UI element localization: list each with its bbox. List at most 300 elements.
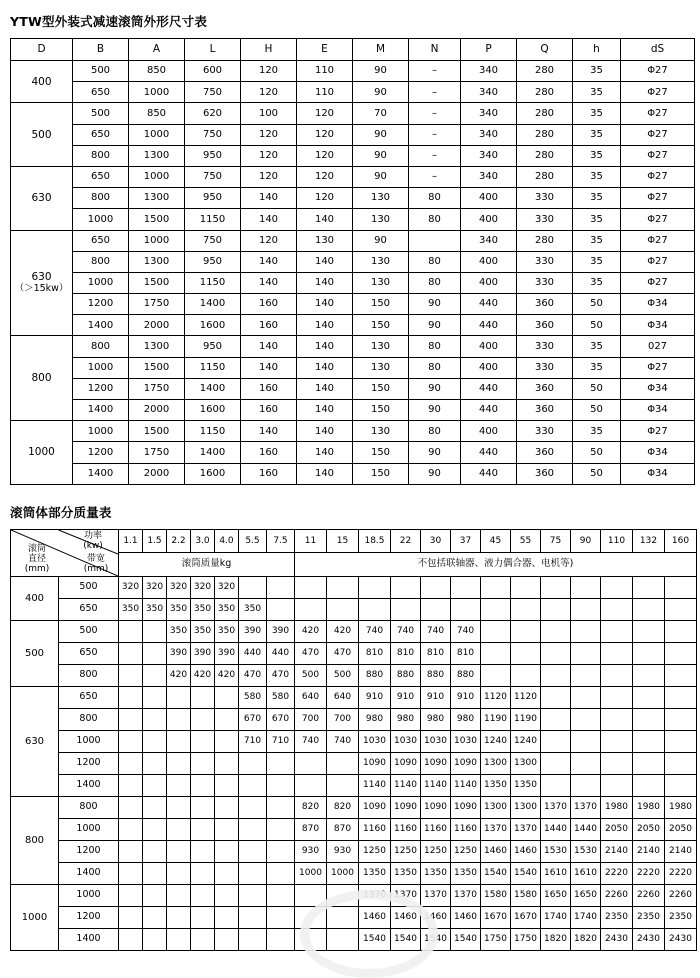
dimension-cell: Φ27 bbox=[621, 103, 695, 124]
dimension-cell: 400 bbox=[461, 357, 517, 378]
mass-cell bbox=[481, 642, 511, 664]
mass-group-diameter: 500 bbox=[11, 620, 59, 686]
mass-cell bbox=[119, 928, 143, 950]
mass-cell bbox=[327, 576, 359, 598]
table-row bbox=[11, 188, 695, 209]
dimension-header-ds: dS bbox=[621, 39, 695, 61]
table-row bbox=[11, 336, 695, 357]
mass-cell bbox=[143, 664, 167, 686]
dimension-cell: 50 bbox=[573, 400, 621, 421]
dimension-cell bbox=[409, 230, 461, 251]
dimension-cell: 1300 bbox=[129, 188, 185, 209]
mass-cell bbox=[571, 642, 601, 664]
mass-cell: 700 bbox=[295, 708, 327, 730]
dimension-cell: 140 bbox=[297, 209, 353, 230]
table-row bbox=[11, 862, 697, 884]
mass-cell: 320 bbox=[191, 576, 215, 598]
table-row bbox=[11, 442, 695, 463]
table-row bbox=[11, 400, 695, 421]
table-row bbox=[11, 145, 695, 166]
dimension-cell: 280 bbox=[517, 230, 573, 251]
mass-cell: 930 bbox=[295, 840, 327, 862]
mass-cell: 2050 bbox=[665, 818, 697, 840]
mass-cell: 1350 bbox=[359, 862, 391, 884]
dimension-cell: 120 bbox=[241, 82, 297, 103]
mass-cell: 1980 bbox=[665, 796, 697, 818]
mass-cell bbox=[571, 598, 601, 620]
dimension-cell: 80 bbox=[409, 421, 461, 442]
dimension-cell: 35 bbox=[573, 82, 621, 103]
mass-cell: 1820 bbox=[541, 928, 571, 950]
power-header-30: 30 bbox=[421, 529, 451, 553]
mass-cell bbox=[391, 576, 421, 598]
dimension-cell: 330 bbox=[517, 336, 573, 357]
mass-cell bbox=[167, 752, 191, 774]
dimension-cell: 140 bbox=[297, 463, 353, 484]
dimension-cell: 150 bbox=[353, 378, 409, 399]
dimension-cell: 90 bbox=[409, 315, 461, 336]
dimension-cell: 160 bbox=[241, 294, 297, 315]
dimension-cell: 90 bbox=[353, 145, 409, 166]
mass-cell: 1090 bbox=[421, 796, 451, 818]
mass-cell: 420 bbox=[191, 664, 215, 686]
mass-cell: 2430 bbox=[665, 928, 697, 950]
dimension-cell: 650 bbox=[73, 230, 129, 251]
mass-belt-width: 1400 bbox=[59, 862, 119, 884]
mass-cell: 910 bbox=[391, 686, 421, 708]
mass-cell bbox=[541, 598, 571, 620]
dimension-cell: 340 bbox=[461, 61, 517, 82]
mass-cell bbox=[601, 598, 633, 620]
mass-belt-width: 650 bbox=[59, 598, 119, 620]
mass-cell bbox=[143, 796, 167, 818]
mass-cell bbox=[239, 818, 267, 840]
mass-cell bbox=[633, 642, 665, 664]
mass-belt-width: 800 bbox=[59, 664, 119, 686]
mass-cell: 1350 bbox=[511, 774, 541, 796]
dimension-cell: 150 bbox=[353, 463, 409, 484]
dimension-cell: – bbox=[409, 82, 461, 103]
mass-cell bbox=[239, 840, 267, 862]
mass-cell bbox=[143, 774, 167, 796]
mass-cell: 980 bbox=[421, 708, 451, 730]
mass-cell: 500 bbox=[327, 664, 359, 686]
dimension-cell: 360 bbox=[517, 442, 573, 463]
mass-cell: 350 bbox=[191, 620, 215, 642]
mass-cell: 420 bbox=[167, 664, 191, 686]
dimension-cell: 1400 bbox=[73, 400, 129, 421]
mass-cell bbox=[421, 576, 451, 598]
mass-cell bbox=[119, 906, 143, 928]
mass-cell bbox=[295, 576, 327, 598]
mass-belt-width: 500 bbox=[59, 620, 119, 642]
dimension-cell: 440 bbox=[461, 378, 517, 399]
dimension-cell: – bbox=[409, 145, 461, 166]
mass-cell bbox=[541, 664, 571, 686]
mass-cell: 350 bbox=[143, 598, 167, 620]
mass-cell bbox=[601, 774, 633, 796]
mass-cell: 1160 bbox=[391, 818, 421, 840]
mass-cell bbox=[119, 840, 143, 862]
mass-cell: 2220 bbox=[601, 862, 633, 884]
mass-cell: 1300 bbox=[481, 752, 511, 774]
dimension-table bbox=[10, 38, 695, 485]
dimension-cell: – bbox=[409, 103, 461, 124]
mass-cell bbox=[191, 774, 215, 796]
mass-cell: 350 bbox=[191, 598, 215, 620]
mass-cell bbox=[143, 840, 167, 862]
mass-belt-width: 1200 bbox=[59, 752, 119, 774]
mass-cell: 1740 bbox=[571, 906, 601, 928]
mass-cell bbox=[601, 642, 633, 664]
dimension-cell: 440 bbox=[461, 463, 517, 484]
dimension-cell: 160 bbox=[241, 378, 297, 399]
dimension-cell: 1000 bbox=[129, 230, 185, 251]
mass-cell: 1670 bbox=[511, 906, 541, 928]
dimension-cell: 360 bbox=[517, 315, 573, 336]
dimension-cell: Φ27 bbox=[621, 251, 695, 272]
mass-cell: 740 bbox=[327, 730, 359, 752]
mass-belt-width: 800 bbox=[59, 796, 119, 818]
mass-cell bbox=[239, 752, 267, 774]
power-header-1.1: 1.1 bbox=[119, 529, 143, 553]
mass-cell: 1160 bbox=[359, 818, 391, 840]
mass-cell: 640 bbox=[327, 686, 359, 708]
mass-cell: 1250 bbox=[359, 840, 391, 862]
dimension-cell: 330 bbox=[517, 188, 573, 209]
table-row bbox=[11, 103, 695, 124]
power-header-45: 45 bbox=[481, 529, 511, 553]
mass-cell bbox=[143, 928, 167, 950]
mass-cell: 2430 bbox=[633, 928, 665, 950]
mass-cell: 1140 bbox=[391, 774, 421, 796]
mass-cell bbox=[267, 818, 295, 840]
mass-cell: 1530 bbox=[571, 840, 601, 862]
mass-cell: 1610 bbox=[571, 862, 601, 884]
dimension-cell: 140 bbox=[241, 421, 297, 442]
table-row bbox=[11, 315, 695, 336]
dimension-cell: 130 bbox=[353, 357, 409, 378]
dimension-cell: 340 bbox=[461, 82, 517, 103]
mass-cell: 1140 bbox=[451, 774, 481, 796]
mass-cell: 2260 bbox=[601, 884, 633, 906]
mass-cell: 1160 bbox=[421, 818, 451, 840]
mass-cell: 1440 bbox=[571, 818, 601, 840]
mass-group-diameter: 630 bbox=[11, 686, 59, 796]
mass-cell: 880 bbox=[451, 664, 481, 686]
dimension-cell: 1200 bbox=[73, 378, 129, 399]
dimension-cell: 340 bbox=[461, 230, 517, 251]
dimension-cell: 330 bbox=[517, 251, 573, 272]
dimension-group-d: 1000 bbox=[11, 421, 73, 485]
mass-cell: 320 bbox=[215, 576, 239, 598]
dimension-cell: 130 bbox=[353, 251, 409, 272]
mass-cell: 1030 bbox=[421, 730, 451, 752]
mass-table-title: 滚筒体部分质量表 bbox=[10, 504, 112, 520]
mass-cell bbox=[143, 708, 167, 730]
dimension-cell: 440 bbox=[461, 315, 517, 336]
dimension-cell: 950 bbox=[185, 145, 241, 166]
mass-cell bbox=[143, 686, 167, 708]
mass-cell bbox=[143, 620, 167, 642]
mass-cell: 810 bbox=[391, 642, 421, 664]
dimension-cell: 1500 bbox=[129, 421, 185, 442]
mass-belt-width: 650 bbox=[59, 642, 119, 664]
mass-cell: 980 bbox=[451, 708, 481, 730]
dimension-cell: 1000 bbox=[73, 421, 129, 442]
dimension-group-d: 630 bbox=[11, 166, 73, 230]
mass-cell: 1000 bbox=[327, 862, 359, 884]
dimension-cell: 1400 bbox=[185, 294, 241, 315]
dimension-cell: 120 bbox=[297, 188, 353, 209]
mass-cell bbox=[481, 598, 511, 620]
power-header-37: 37 bbox=[451, 529, 481, 553]
dimension-cell: 110 bbox=[297, 61, 353, 82]
dimension-cell: 1400 bbox=[73, 315, 129, 336]
mass-cell bbox=[191, 752, 215, 774]
dimension-cell: 50 bbox=[573, 463, 621, 484]
mass-cell: 1820 bbox=[571, 928, 601, 950]
mass-cell: 350 bbox=[215, 620, 239, 642]
mass-cell: 2220 bbox=[633, 862, 665, 884]
mass-cell: 420 bbox=[295, 620, 327, 642]
mass-cell: 1540 bbox=[359, 928, 391, 950]
dimension-cell: 950 bbox=[185, 336, 241, 357]
table-row bbox=[11, 61, 695, 82]
dimension-cell: 140 bbox=[241, 336, 297, 357]
mass-cell: 2220 bbox=[665, 862, 697, 884]
mass-cell: 500 bbox=[295, 664, 327, 686]
mass-cell: 1750 bbox=[511, 928, 541, 950]
mass-cell: 1120 bbox=[481, 686, 511, 708]
dimension-cell: 130 bbox=[297, 230, 353, 251]
dimension-cell: 1400 bbox=[73, 463, 129, 484]
dimension-cell: 130 bbox=[353, 188, 409, 209]
dimension-cell: 400 bbox=[461, 272, 517, 293]
mass-cell: 740 bbox=[359, 620, 391, 642]
mass-cell bbox=[481, 620, 511, 642]
mass-cell bbox=[359, 598, 391, 620]
dimension-cell: 1150 bbox=[185, 209, 241, 230]
mass-cell: 1370 bbox=[391, 884, 421, 906]
mass-cell: 740 bbox=[295, 730, 327, 752]
mass-cell bbox=[571, 576, 601, 598]
mass-cell bbox=[215, 686, 239, 708]
mass-cell bbox=[571, 664, 601, 686]
mass-cell: 1000 bbox=[295, 862, 327, 884]
dimension-cell: Φ27 bbox=[621, 124, 695, 145]
mass-cell bbox=[633, 620, 665, 642]
dimension-group-d: 630 （＞15kw） bbox=[11, 230, 73, 336]
mass-cell bbox=[665, 774, 697, 796]
mass-cell: 350 bbox=[239, 598, 267, 620]
mass-cell: 470 bbox=[267, 664, 295, 686]
mass-cell: 1090 bbox=[359, 796, 391, 818]
mass-cell bbox=[119, 752, 143, 774]
mass-cell: 1980 bbox=[601, 796, 633, 818]
dimension-header-h: h bbox=[573, 39, 621, 61]
mass-cell bbox=[541, 730, 571, 752]
mass-cell: 320 bbox=[143, 576, 167, 598]
mass-cell bbox=[167, 708, 191, 730]
mass-cell bbox=[167, 730, 191, 752]
dimension-cell: 1300 bbox=[129, 251, 185, 272]
mass-span-label-right: 不包括联轴器、液力偶合器、电机等) bbox=[295, 553, 697, 577]
dimension-cell: 850 bbox=[129, 103, 185, 124]
dimension-cell: 130 bbox=[353, 421, 409, 442]
dimension-header-a: A bbox=[129, 39, 185, 61]
mass-cell: 810 bbox=[421, 642, 451, 664]
power-header-3.0: 3.0 bbox=[191, 529, 215, 553]
mass-cell bbox=[421, 598, 451, 620]
dimension-cell: 160 bbox=[241, 463, 297, 484]
mass-cell bbox=[167, 928, 191, 950]
mass-cell: 1240 bbox=[511, 730, 541, 752]
mass-cell: 1300 bbox=[481, 796, 511, 818]
table-row bbox=[11, 357, 695, 378]
dimension-cell: 1300 bbox=[129, 145, 185, 166]
dimension-cell: 1400 bbox=[185, 378, 241, 399]
dimension-cell: 340 bbox=[461, 145, 517, 166]
dimension-cell: 650 bbox=[73, 166, 129, 187]
mass-cell bbox=[215, 730, 239, 752]
mass-cell: 910 bbox=[359, 686, 391, 708]
mass-cell: 740 bbox=[451, 620, 481, 642]
mass-cell bbox=[511, 642, 541, 664]
dimension-cell: 80 bbox=[409, 357, 461, 378]
mass-cell: 1610 bbox=[541, 862, 571, 884]
table-row bbox=[11, 598, 697, 620]
dimension-cell: 50 bbox=[573, 294, 621, 315]
dimension-cell: 35 bbox=[573, 336, 621, 357]
mass-cell bbox=[143, 752, 167, 774]
mass-cell: 1300 bbox=[511, 796, 541, 818]
mass-cell: 1650 bbox=[541, 884, 571, 906]
dimension-header-p: P bbox=[461, 39, 517, 61]
mass-cell: 350 bbox=[215, 598, 239, 620]
table-row bbox=[11, 752, 697, 774]
mass-cell: 1460 bbox=[511, 840, 541, 862]
mass-cell: 1140 bbox=[421, 774, 451, 796]
dimension-cell: 1000 bbox=[129, 82, 185, 103]
mass-cell bbox=[143, 818, 167, 840]
dimension-header-l: L bbox=[185, 39, 241, 61]
mass-cell bbox=[511, 620, 541, 642]
mass-cell bbox=[215, 774, 239, 796]
dimension-cell: 1750 bbox=[129, 378, 185, 399]
dimension-cell: 400 bbox=[461, 251, 517, 272]
dimension-cell: 80 bbox=[409, 209, 461, 230]
mass-cell: 1370 bbox=[481, 818, 511, 840]
mass-cell bbox=[665, 576, 697, 598]
mass-cell bbox=[601, 708, 633, 730]
dimension-header-h: H bbox=[241, 39, 297, 61]
mass-cell bbox=[541, 752, 571, 774]
dimension-cell: 140 bbox=[297, 442, 353, 463]
mass-cell bbox=[143, 884, 167, 906]
dimension-cell: 330 bbox=[517, 272, 573, 293]
mass-cell: 700 bbox=[327, 708, 359, 730]
mass-cell bbox=[267, 884, 295, 906]
dimension-cell: 280 bbox=[517, 166, 573, 187]
mass-cell: 1190 bbox=[481, 708, 511, 730]
mass-cell bbox=[119, 774, 143, 796]
mass-cell: 420 bbox=[327, 620, 359, 642]
dimension-cell: 35 bbox=[573, 124, 621, 145]
dimension-cell: 90 bbox=[353, 166, 409, 187]
mass-cell: 1460 bbox=[391, 906, 421, 928]
dimension-cell: 1200 bbox=[73, 442, 129, 463]
dimension-cell: 1200 bbox=[73, 294, 129, 315]
mass-cell: 1460 bbox=[481, 840, 511, 862]
dimension-cell: 90 bbox=[409, 378, 461, 399]
mass-cell bbox=[239, 928, 267, 950]
mass-cell bbox=[601, 686, 633, 708]
mass-cell bbox=[665, 686, 697, 708]
mass-cell: 640 bbox=[295, 686, 327, 708]
dimension-cell: 80 bbox=[409, 336, 461, 357]
dimension-cell: 140 bbox=[297, 251, 353, 272]
dimension-cell: 50 bbox=[573, 315, 621, 336]
dimension-cell: 140 bbox=[297, 315, 353, 336]
dimension-header-q: Q bbox=[517, 39, 573, 61]
dimension-cell: 400 bbox=[461, 188, 517, 209]
mass-cell: 1090 bbox=[421, 752, 451, 774]
dimension-cell: 1600 bbox=[185, 315, 241, 336]
dimension-cell: 330 bbox=[517, 209, 573, 230]
power-header-11: 11 bbox=[295, 529, 327, 553]
mass-cell: 1300 bbox=[511, 752, 541, 774]
mass-cell bbox=[665, 642, 697, 664]
dimension-cell: 1150 bbox=[185, 421, 241, 442]
mass-cell bbox=[601, 576, 633, 598]
mass-cell bbox=[191, 840, 215, 862]
dimension-cell: 160 bbox=[241, 315, 297, 336]
dimension-cell: 35 bbox=[573, 421, 621, 442]
mass-cell bbox=[119, 686, 143, 708]
mass-cell bbox=[267, 752, 295, 774]
mass-cell: 350 bbox=[167, 620, 191, 642]
mass-cell: 2260 bbox=[665, 884, 697, 906]
mass-cell bbox=[633, 752, 665, 774]
mass-table bbox=[10, 529, 697, 951]
mass-cell: 1580 bbox=[511, 884, 541, 906]
table-row bbox=[11, 463, 695, 484]
mass-cell bbox=[601, 620, 633, 642]
power-header-90: 90 bbox=[571, 529, 601, 553]
mass-cell bbox=[191, 862, 215, 884]
dimension-cell: 440 bbox=[461, 294, 517, 315]
dimension-cell: 400 bbox=[461, 209, 517, 230]
dimension-cell: 120 bbox=[297, 124, 353, 145]
mass-cell bbox=[119, 664, 143, 686]
dimension-cell: 80 bbox=[409, 188, 461, 209]
dimension-cell: 90 bbox=[353, 82, 409, 103]
mass-cell bbox=[267, 576, 295, 598]
dimension-cell: 50 bbox=[573, 378, 621, 399]
mass-cell: 1090 bbox=[359, 752, 391, 774]
mass-cell bbox=[295, 598, 327, 620]
dimension-cell: 110 bbox=[297, 82, 353, 103]
mass-cell: 1350 bbox=[421, 862, 451, 884]
mass-cell bbox=[451, 576, 481, 598]
dimension-cell: 650 bbox=[73, 124, 129, 145]
mass-cell bbox=[191, 906, 215, 928]
dimension-cell: 400 bbox=[461, 336, 517, 357]
dimension-cell: – bbox=[409, 166, 461, 187]
mass-cell bbox=[601, 730, 633, 752]
mass-belt-width: 1000 bbox=[59, 818, 119, 840]
